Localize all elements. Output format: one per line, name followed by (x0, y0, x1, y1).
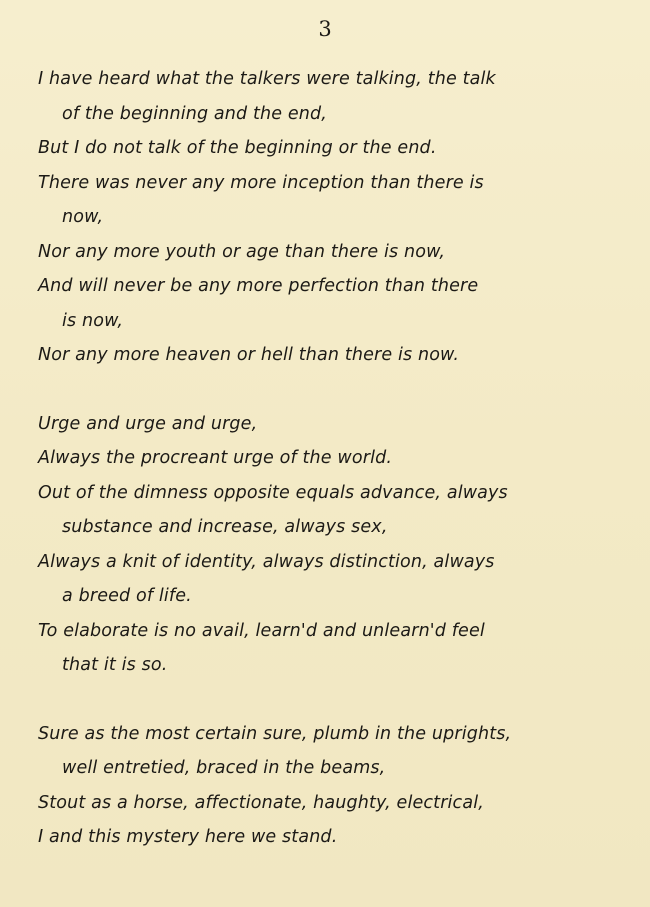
poem-line-continuation: now, (62, 207, 104, 227)
poem-line: I and this mystery here we stand. (38, 827, 338, 847)
poem-line-continuation: substance and increase, always sex, (62, 517, 388, 537)
stanza (38, 407, 628, 683)
page-number: 3 (318, 17, 332, 41)
poem-line: Nor any more heaven or hell than there is now. (38, 345, 460, 365)
poem-line: Always the procreant urge of the world. (38, 448, 393, 468)
poem-line: Always a knit of identity, always distinction, always (38, 551, 495, 572)
poem-line: Urge and urge and urge, (38, 413, 258, 434)
stanza (38, 717, 628, 855)
poem-body (38, 62, 628, 855)
poem-line: Nor any more youth or age than there is now, (38, 241, 446, 262)
poem-line: Out of the dimness opposite equals advance, always (38, 482, 508, 503)
poem-line: To elaborate is no avail, learn'd and unlearn'd feel (38, 620, 485, 641)
poem-line: Stout as a horse, affectionate, haughty, electrical, (38, 792, 484, 813)
poem-line: But I do not talk of the beginning or the end. (38, 138, 437, 158)
poem-line-continuation: well entretied, braced in the beams, (62, 758, 386, 778)
poem-line-continuation: that it is so. (62, 655, 168, 675)
stanza (38, 62, 628, 373)
poem-line-continuation: is now, (62, 310, 124, 331)
poem-line: Sure as the most certain sure, plumb in the uprights, (38, 723, 512, 744)
poem-line-continuation: of the beginning and the end, (62, 103, 328, 124)
poem-line: There was never any more inception than there is (38, 172, 484, 193)
poem-line: I have heard what the talkers were talking, the talk (38, 69, 496, 89)
poem-line-continuation: a breed of life. (62, 586, 192, 606)
poem-line: And will never be any more perfection than there (38, 276, 479, 296)
